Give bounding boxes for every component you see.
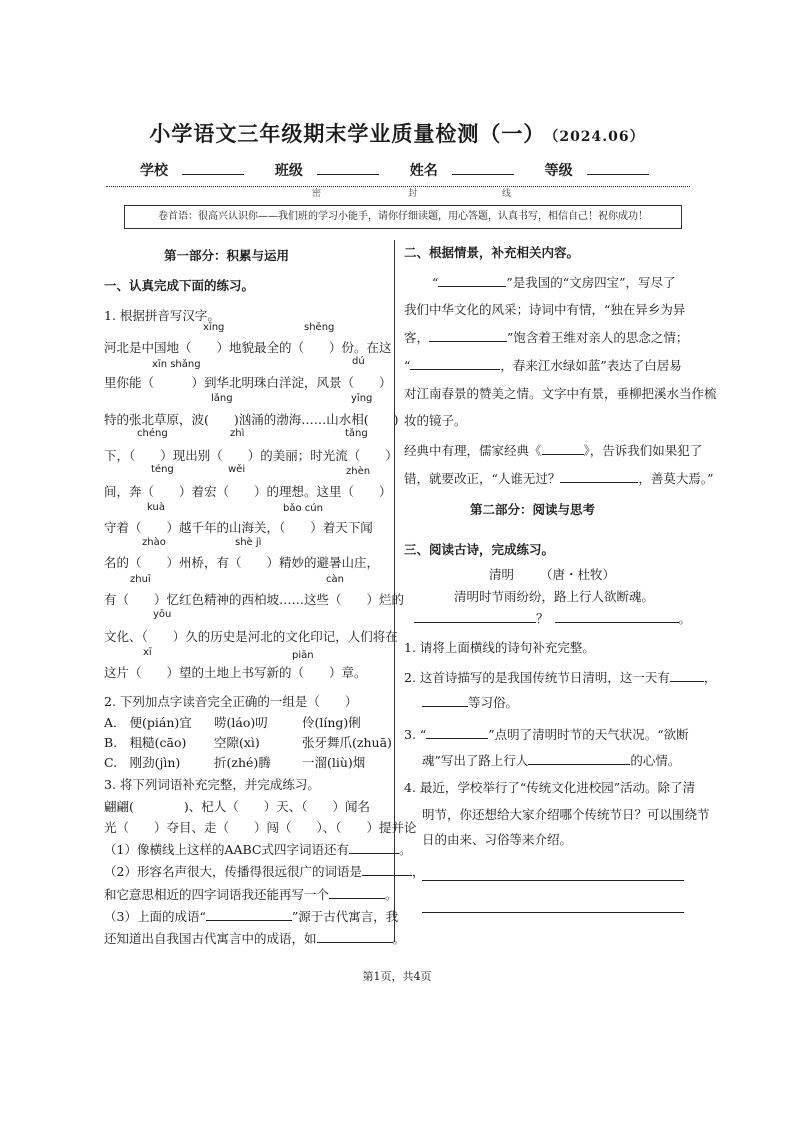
preface-note: 卷首语：很高兴认识你——我们班的学习小能手，请你仔细读题，用心答题，认真书写，相信自己！祝你成功！ [124,205,682,229]
pinyin: lǎng [211,393,233,404]
q1-line: 名的（ ）州桥，有（ ）精妙的避暑山庄， [104,555,380,570]
q2-option-c[interactable]: C. 刚劲(jìn) [104,755,181,770]
q2-option-b[interactable]: B. 粗糙(cāo) [104,735,187,750]
pinyin: piān [292,650,314,661]
answer-blank[interactable] [555,610,679,623]
poem-end: 。 [678,611,692,626]
r-para-line [404,328,688,346]
pinyin: dú [352,356,365,367]
r-text: ”饱含着王维对亲人的思念之情； [507,330,689,345]
pinyin: téng [151,464,174,475]
r-para-line: 妆的镜子。 [404,413,467,428]
r-text: 错，就要改正，“人谁无过？ [404,471,561,486]
r-question-2b [422,693,518,711]
q3-sub2b: 和它意思相近的四字词语我还能再写一个 。 [104,887,398,902]
q2-option-c-word: 一溜(liù)烟 [302,755,366,770]
answer-line[interactable] [422,912,684,913]
q3-sub3b: 还知道出自我国古代寓言中的成语，如 。 [104,931,406,946]
pinyin: xī [143,647,152,658]
r-text: 客， [404,330,430,345]
r-question-2: 2. 这首诗描写的是我国传统节日清明，这一天有 ， [404,670,717,685]
answer-blank[interactable] [317,930,393,943]
school-field[interactable] [182,162,244,175]
poem-author: （唐・杜牧） [540,567,616,582]
answer-blank[interactable] [426,726,488,739]
poem-title: 清明 [489,567,515,582]
q3-prompt: 3. 将下列词语补充完整，并完成练习。 [104,777,320,792]
q3-sub3-text-a: （3）上面的成语“ [104,909,206,924]
exam-title: 小学语文三年级期末学业质量检测（一） [149,121,546,146]
pinyin: yōu [153,609,172,620]
r-para-line [404,441,702,459]
quote-open: “ [432,275,439,290]
seal-feng: 封 [408,189,418,199]
pinyin: zhì [230,428,245,439]
pinyin: zhào [142,537,166,548]
pinyin: wěi [228,464,246,475]
exam-date: （2024.06） [551,129,645,145]
r-text: 经典中有理，儒家经典《 [404,443,542,458]
q1-line: 有（ ）忆红色精神的西柏坡……这些（ ）烂的 [104,592,405,607]
r-question-3b [422,751,680,769]
q1-line: 守着（ ）越千年的山海关，（ ）着天下闻 [104,520,373,535]
q2-option-b-word: 空隙(xì) [214,735,260,750]
r-para-line: 我们中华文化的风采；诗词中有情，“独在异乡为异 [404,302,686,317]
q1-prompt: 1. 根据拼音写汉字。 [104,308,220,323]
q2-option-b-word: 张牙舞爪(zhuā) [302,735,392,750]
q1-line: 下，（ ）现出别（ ）的美丽；时光流（ ） [104,448,398,463]
part1-heading: 第一部分：积累与运用 [164,248,290,263]
q3-sub2: （2）形容名声很大，传播得很远很广的词语是 ， [104,864,425,879]
q1-line: 这片（ ）望的土地上书写新的（ ）章。 [104,665,367,680]
r-para-line: 对江南春景的赞美之情。文字中有景，垂柳把溪水当作梳 [404,386,717,401]
r-question-4c: 日的由来、习俗等来介绍。 [422,832,573,847]
grade-label: 等级 [544,163,573,179]
r-para-line [404,469,714,487]
r-para-line [432,273,676,291]
r-text: 3. “ [404,727,427,742]
r-para-line [404,356,682,374]
answer-blank[interactable] [670,669,704,682]
answer-blank[interactable] [362,863,412,876]
pinyin: tǎng [345,428,368,439]
page-footer: 第1页，共4页 [362,970,432,983]
q1-line: 文化、（ ）久的历史是河北的文化印记，人们将在 [104,629,398,644]
class-label: 班级 [274,163,303,179]
answer-blank[interactable] [528,752,630,765]
grade-field[interactable] [587,162,649,175]
q3-idioms-line2: 光（ ）夺目、走（ ）闯（ ）、（ ）提并论 [104,820,417,835]
q1-line: 特的张北草原，波( )汹涌的渤海……山水相( ) [104,412,399,427]
r-question-1: 1. 请将上面横线的诗句补充完整。 [404,640,595,655]
poem-line: 清明时节雨纷纷，路上行人欲断魂。 [454,589,655,604]
part2-heading: 第二部分：阅读与思考 [470,502,596,517]
q3-idioms-line1: 翩翩( )、杞人（ ）天、（ ）闻名 [104,799,371,814]
r-text: ”是我国的“文房四宝”，写尽了 [506,275,676,290]
name-field[interactable] [452,162,514,175]
q3-sub3 [104,907,398,925]
pinyin: shēng [304,322,335,333]
answer-blank[interactable] [542,442,584,455]
r-text: ”点明了清明时节的天气状况。“欲断 [488,727,689,742]
pinyin: kuà [147,502,165,513]
seal-mi: 密 [312,189,322,199]
answer-blank[interactable] [422,694,468,707]
q3-sub1: （1）像横线上这样的AABC式四字词语还有 。 [104,842,412,857]
pinyin: càn [326,574,344,585]
q1-line: 里你能（ ）到华北明珠白洋淀，风景（ ） [104,375,392,390]
page-title [0,118,794,148]
pinyin: xīn shǎng [152,359,201,370]
pinyin: chéng [137,428,168,439]
q1-line: 河北是中国地（ ）地貌最全的（ ）份。在这 [104,340,392,355]
answer-blank[interactable] [206,908,292,921]
answer-blank[interactable] [438,274,506,287]
poem-blank-line [414,609,691,627]
r-text: 的心情。 [630,753,681,768]
q2-prompt: 2. 下列加点字读音完全正确的一组是（ ） [104,694,358,709]
pinyin: xīng [203,322,225,333]
quote-open: “ [404,358,411,373]
section2-heading: 二、根据情景，补充相关内容。 [404,245,580,260]
school-label: 学校 [140,163,168,179]
r-text: 2. 这首诗描写的是我国传统节日清明，这一天有 [404,670,670,685]
r-text: 》，告诉我们如果犯了 [583,443,703,458]
q2-option-a-word: 伶(líng)俐 [302,715,361,730]
pinyin: zhuī [130,574,151,585]
pinyin: shè jì [235,537,262,548]
answer-blank[interactable] [429,329,507,342]
answer-blank[interactable] [329,886,385,899]
q2-option-c-word: 折(zhé)腾 [214,755,271,770]
section1-heading: 一、认真完成下面的练习。 [104,278,255,293]
pinyin: yīng [351,393,373,404]
seal-line [106,186,690,187]
q2-option-a[interactable]: A. 便(pián)宜 [104,715,192,730]
r-text: 等习俗。 [468,695,519,710]
r-question-4b: 明节，你还想给大家介绍哪个传统节日？可以围绕节 [422,807,710,822]
section3-heading: 三、阅读古诗，完成练习。 [404,542,555,557]
answer-blank[interactable] [410,357,500,370]
answer-blank[interactable] [414,610,536,623]
q3-sub2b-text: 和它意思相近的四字词语我还能再写一个 [104,887,330,902]
pinyin: bǎo cún [283,503,323,514]
answer-blank[interactable] [560,470,638,483]
r-question-4: 4. 最近，学校举行了“传统文化进校园”活动。除了清 [404,780,696,795]
class-field[interactable] [317,162,379,175]
pinyin: zhèn [346,466,371,477]
q3-sub1-text: （1）像横线上这样的AABC式四字词语还有 [104,842,349,857]
q3-sub3-text-b: ”源于古代寓言，我 [291,909,399,924]
student-info [140,160,675,180]
r-text: ，春来江水绿如蓝”表达了白居易 [500,358,682,373]
seal-xian: 线 [502,189,512,199]
q3-sub2-text: （2）形容名声很大，传播得很远很广的词语是 [104,864,362,879]
poem-q: ？ [536,611,549,626]
q3-sub3b-text: 还知道出自我国古代寓言中的成语，如 [104,931,317,946]
name-label: 姓名 [409,163,438,179]
r-text: 魂”写出了路上行人 [422,753,529,768]
answer-line[interactable] [422,880,684,881]
q2-option-a-word: 唠(láo)叨 [214,715,268,730]
r-text: ，善莫大焉。” [638,471,714,486]
r-question-3 [404,725,689,743]
answer-blank[interactable] [349,841,399,854]
q1-line: 间，奔（ ）着宏（ ）的理想。这里（ ） [104,484,392,499]
